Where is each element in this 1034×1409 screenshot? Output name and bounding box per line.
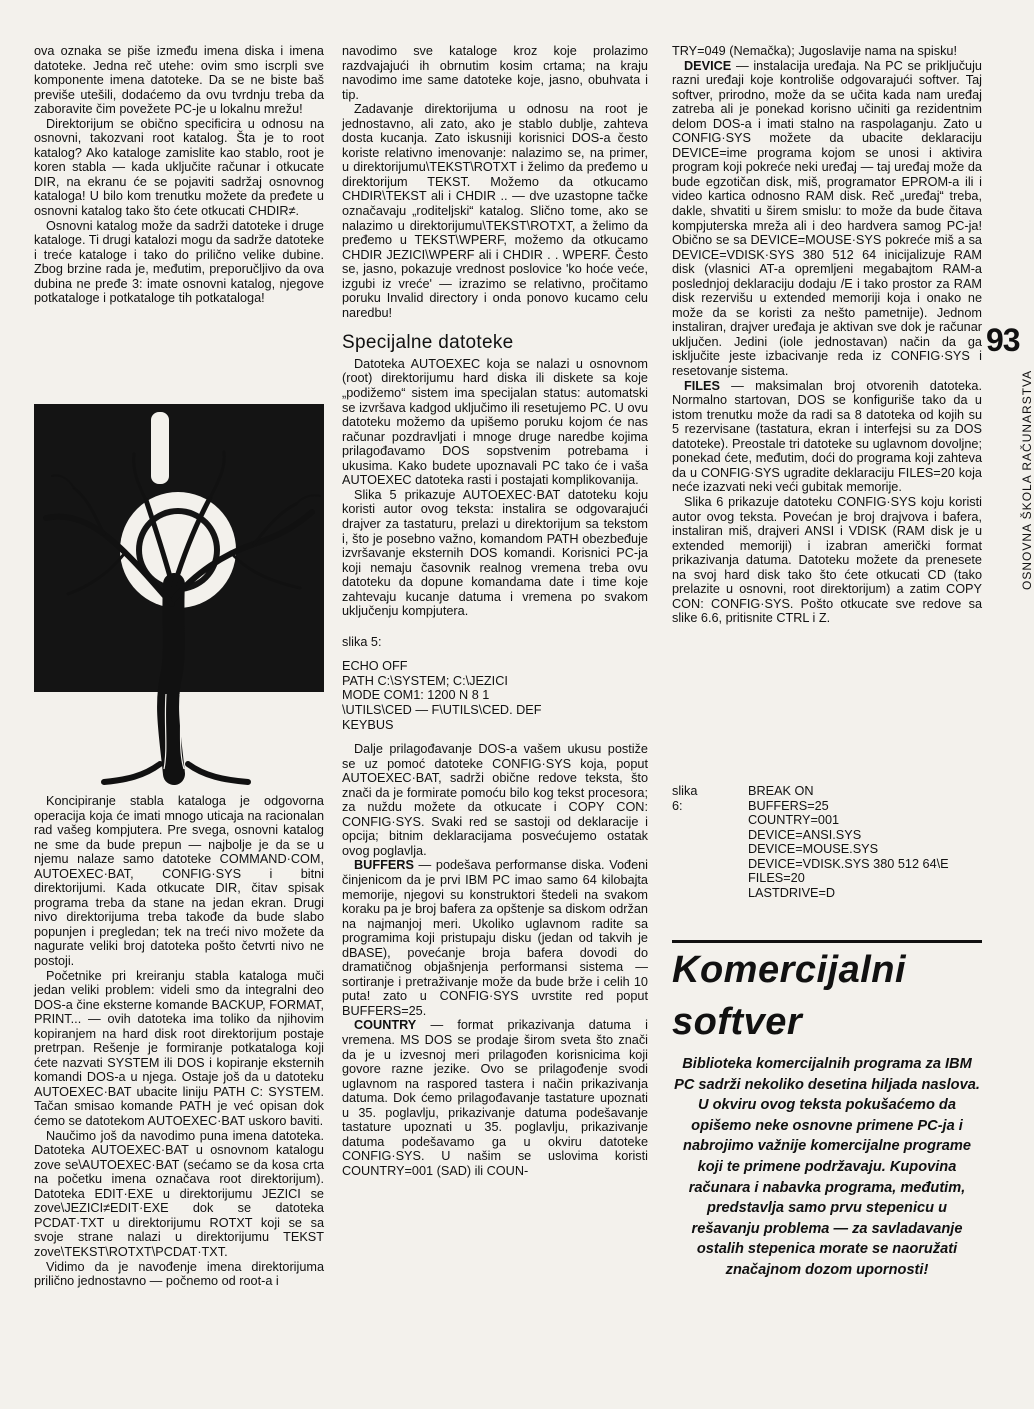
floppy-tree-illustration — [34, 404, 324, 784]
sidebar-rule — [672, 940, 982, 943]
col1-para-3: Osnovni katalog može da sadrži datoteke i druge kataloge. Ti drugi katalozi mogu da sadrže datoteke i treće kataloge i tako do prilično velike dubine. Zbog brzine rada je, međutim, preporučljivo da ova dubina ne pređe 3: imate osnovni katalog, njegove potkataloge i potkataloge tih potkataloga! — [34, 218, 324, 306]
slika5-label: slika 5: — [342, 634, 382, 649]
col2-para-5: Dalje prilagođavanje DOS-a vašem ukusu postiže se uz pomoć datoteke CONFIG·SYS koja, poput AUTOEXEC·BAT, sadrži obične redove teksta, što znači da je formirate pomoću bilo kog tekst procesora; za nuždu možete da otkucate i COPY CON: CONFIG·SYS. Svaki red se sastoji od deklaracije i opcija; bitnim deklaracijama posvećujemo ostatak ovog poglavlja. — [342, 742, 648, 858]
column-1 — [34, 44, 324, 306]
col1-para-5: Početnike pri kreiranju stabla kataloga muči jedan veliki problem: videli smo da integralni deo DOS-a čine eksterne komande BACKUP, FORMAT, PRINT... — ovih datoteka ima toliko da njihovim kopiranjem na hard disk root direktorijum postaje pretrpan. Rešenje je formiranje potkataloga koji ćete nazvati SYSTEM ili DOS i kopiranje eksternih komandi DOS-a u njega. Ostaje još da u datoteku AUTOEXEC·BAT ubacite liniju PATH C: SYSTEM. Tačan smisao komande PATH je već opisan dok ćemo se datotekom AUTOEXEC·BAT uskoro baviti. — [34, 968, 324, 1129]
slika6-line: BUFFERS=25 — [748, 798, 829, 813]
sidebar-title — [672, 944, 1002, 1048]
slika5-listing — [342, 659, 648, 732]
col1-para-4: Koncipiranje stabla kataloga je odgovorna operacija koja će imati mnogo uticaja na racionalan rad vašeg kompjutera. Pre svega, osnovni katalog ne sme da bude prepun — najbolje je da se u njemu nalaze samo datoteke COMMAND·COM, AUTOEXEC·BAT, CONFIG·SYS i bitni direktorijumi. Kada otkucate DIR, čitav spisak programa treba da stane na jedan ekran. Drugi nivo direktorijuma treba takođe da bude slabo popunjen i pregledan; tek na treći nivo možete da nagurate veliki broj datoteka pošto četvrti nivo ne postoji. — [34, 794, 324, 969]
slika6-line: FILES=20 — [748, 871, 805, 886]
files-text: — maksimalan broj otvorenih datoteka. Normalno startovan, DOS se konfiguriše tako da u istom trenutku može da radi sa 8 datoteka od kojih su 5 rezervisane (tastatura, ekran i interfejsi su za DOS datoteke). Preostale tri datoteke su uglavnom dovoljne; ponekad ćete, međutim, doći do programa koji zahteva da u CONFIG·SYS ugradite deklaraciju FILES=20 koja neće izazvati neki veći gubitak memorije. — [672, 378, 982, 495]
col2-para-1: navodimo sve kataloge kroz koje prolazimo razdvajajući ih obrnutim kosim crtama; na kraju navodimo ime same datoteke koje, jasno, obuhvata i tip. — [342, 44, 648, 102]
slika6-line: LASTDRIVE=D — [748, 885, 836, 900]
col2-para-country — [342, 1018, 648, 1178]
slika5-line: MODE COM1: 1200 N 8 1 — [342, 688, 490, 703]
section-title: Specijalne datoteke — [342, 332, 514, 354]
col2-para-2: Zadavanje direktorijuma u odnosu na root je jednostavno, ali zato, ako je stablo dublje, zahteva dosta kucanja. Zato iskusniji korisnici DOS-a često koriste relativno imenovanje: nalazimo se, na primer, u direktorijumu\TEKST\ROTXT i želimo da pređemo u direktorijum TEKST. Možemo da otkucamo CHDIR\TEKST ali i CHDIR .. — dve uzastopne tačke označavaju „roditeljski“ katalog. Slično tome, ako se nalazimo u direktorijumu\TEKST\ROTXT, a želimo da pređemo u TEKST\WPERF, možemo da otkucamo CHDIR JEZICI\WPERF ali i CHDIR . . WPERF. Često se, jasno, pokazuje vrednost poslovice 'ko hoće veće, izgubi iz vreće' — izrazimo se relativno, pročitamo poruku Invalid directory i onda ponovo kucamo celu naredbu! — [342, 102, 648, 320]
column-2 — [342, 44, 648, 1178]
country-text: — format prikazivanja datuma i vremena. MS DOS se prodaje širom sveta što znači da je u izvesnoj meri prilagođen korisnicima koji govore razne jezike. Ovo se prilagođenje svodi uglavnom na raspored tastera i način prikazivanja datuma. Dok ćemo prilagođavanje tastature upoznati u 35. poglavlju, prikazivanje datuma podešavanje tastature upoznati u 35. poglavlju, prikazivanje datuma podešavamo ga u okviru datoteke CONFIG·SYS. U našim se uslovima koristi COUNTRY=001 (SAD) ili COUN- — [342, 1018, 648, 1178]
column-1-continued — [34, 794, 324, 1289]
column-3 — [672, 44, 982, 626]
buffers-text: — podešava performanse diska. Vođeni činjenicom da je prvi IBM PC imao samo 64 kilobajta memorije, njegovi su konstruktori štedeli na svakom koraku pa je broj bafera za opštenje sa diskom održan na najmanjoj meri. Ukoliko uglavnom radite sa programima koji pristupaju disku (jedan od takvih je dBASE), povećanje broja bafera dovodi do dramatičnog objašnjenja performansi sistema — sortiranje i pretraživanje može da bude brže i celih 10 puta! zato u CONFIG·SYS uvrstite red poput BUFFERS=25. — [342, 858, 648, 1018]
slika6-listing — [748, 784, 949, 900]
col1-para-2: Direktorijum se obično specificira u odnosu na osnovni, takozvani root katalog. Šta je to root katalog? Ako kataloge zamislite kao stablo, root je koren stabla — kada uključite računar i otkucate DIR, na ekranu će se pojaviti sadržaj osnovnog kataloga! U bilo kom trenutku možete da pređete u osnovni katalog tako što ćete otkucati CHDIR≠. — [34, 116, 324, 219]
slika6-line: DEVICE=ANSI.SYS — [748, 827, 862, 842]
col3-para-last: Slika 6 prikazuje datoteku CONFIG·SYS koju koristi autor ovog teksta. Povećan je broj drajvova i bafera, instaliran miš, drajveri ANSI i VDISK (RAM disk je u extended memoriji) i izabran američki format prikazivanja datuma. Datoteku možete da prenesete na svoj hard disk tako što ćete otkucati CD (tako prelazite u osnovni, root direktorijum) a zatim COPY CON: CONFIG·SYS. Pošto otkucate sve redove sa slike 6.6, pritisnite CTRL i Z. — [672, 494, 982, 626]
col1-para-6: Naučimo još da navodimo puna imena datoteka. Datoteka AUTOEXEC·BAT u osnovnom katalogu zove se\AUTOEXEC·BAT (sećamo se da kosa crta na početku imena označava root direktorijum). Datoteka EDIT·EXE u direktorijumu JEZICI se zove\JEZICI≠EDIT·EXE dok se datoteka PCDAT·TXT u direktorijumu ROTXT koji se sa svoje strane nalazi u direktorijumu TEKST zove\TEKST\ROTXT\PCDAT·TXT. — [34, 1128, 324, 1259]
slika5-line: KEYBUS — [342, 717, 394, 732]
sidebar-title-line-1: Komercijalni — [672, 949, 907, 991]
col3-para-device — [672, 59, 982, 379]
device-keyword: DEVICE — [684, 58, 732, 73]
floppy-tree-svg — [34, 404, 324, 784]
slika6-label: slika 6: — [672, 784, 698, 813]
col2-para-3: Datoteka AUTOEXEC koja se nalazi u osnovnom (root) direktorijumu hard diska ili diskete sa koje „podižemo“ sistem ima specijalan status: automatski se izvršava kadgod uključimo ili resetujemo PC. U ovu datoteku možemo da upišemo poruku kojom će nas računar pozdravljati i mnoge druge naredbe kojima prilagođavamo DOS sopstvenim potrebama i ukusima. Kako budete upoznavali PC tako će i vaša AUTOEXEC datoteka rasti i postajati komplikovanija. — [342, 356, 648, 488]
files-keyword: FILES — [684, 378, 720, 393]
slika6-line: COUNTRY=001 — [748, 813, 840, 828]
slika5-line: PATH C:\SYSTEM; C:\JEZICI — [342, 673, 508, 688]
device-text: — instalacija uređaja. Na PC se priključuju razni uređaji koje kontroliše odgovarajući softver. Taj softver, prirodno, može da se učita kada nam uređaj zatreba ali je ponekad korisno učiniti ga rezidentnim delom DOS-a i imati stalno na raspolaganju. Zato u CONFIG·SYS možete da ubacite deklaraciju DEVICE=ime programa kojom se unosi i aktivira program koji pokreće neki uređaj — taj uređaj može da bude egzotičan disk, miš, programator EPROM-a ili i video kartica odnosno RAM disk. Reč „uređaj“ treba, dakle, shvatiti u širem smislu: to može da bude čitava kompjuterska mreža ali i deo hardvera samog PC-ja! Obično se sa DEVICE=MOUSE·SYS pokreće miš a sa DEVICE=VDISK·SYS 380 512 64 inicijalizuje RAM disk (vlasnici AT-a opremljeni megabajtom RAM-a poslednjoj deklaraciju dodaju /E i tako prostor za RAM disk rezervišu u extended memoriji koja i onako ne može da se koristi za nešto pametnije). Jednom instaliran, drajver uređaja je aktivan sve dok je računar uključen. Jedini (iole jednostavan) način da ga isključite jeste izbacivanje reda iz CONFIG·SYS i resetovanje sistema. — [672, 58, 982, 379]
slika6-line: DEVICE=VDISK.SYS 380 512 64\E — [748, 856, 949, 871]
col2-para-4: Slika 5 prikazuje AUTOEXEC·BAT datoteku koju koristi autor ovog teksta: instalira se odgovarajući drajver za tastaturu, prelazi u direktorijum sa tekstom i, što je posebno važno, komandom PATH obezbeđuje izvršavanje eksternih DOS komandi. Korisnici PC-ja koji nemaju časovnik realnog vremena treba ovu datoteku da dopune komandama date i time koje zahtevaju kucanje datuma i vremena po svakom uključenju kompjutera. — [342, 487, 648, 619]
col2-para-buffers — [342, 858, 648, 1018]
sidebar-body: Biblioteka komercijalnih programa za IBM PC sadrži nekoliko desetina hiljada naslova. U okviru ovog teksta pokušaćemo da opišemo neke osnovne primene PC-ja i nabrojimo važnije komercijalne programe koji te primene podržavaju. Kupovina računara i nabavka programa, međutim, predstavlja samo prvu stepenicu u rešavanju problema — za savladavanje ostalih stepenica morate se naoružati značajnom dozom upornosti! — [674, 1056, 980, 1278]
col1-para-7: Vidimo da je navođenje imena direktorijuma prilično jednostavno — počnemo od root-a i — [34, 1259, 324, 1289]
col1-para-1: ova oznaka se piše između imena diska i imena datoteke. Jedna reč utehe: ovim smo iscrpli sve komponente imena datoteke. Da se ne biste baš previše utešili, dodaćemo da ovu tvrdnju treba da zaboravite čim povežete PC-je u lokalnu mrežu! — [34, 44, 324, 117]
slika6-line: BREAK ON — [748, 784, 814, 798]
country-keyword: COUNTRY — [354, 1018, 417, 1033]
running-head-text: OSNOVNA ŠKOLA RAČUNARSTVA — [1020, 369, 1034, 590]
slika5-line: \UTILS\CED — F\UTILS\CED. DEF — [342, 702, 542, 717]
buffers-keyword: BUFFERS — [354, 858, 414, 873]
slika5-line: ECHO OFF — [342, 659, 408, 674]
col3-para-1: TRY=049 (Nemačka); Jugoslavije nama na spisku! — [672, 44, 958, 58]
running-head — [1008, 358, 1034, 590]
col3-para-files — [672, 379, 982, 495]
slika6-line: DEVICE=MOUSE.SYS — [748, 842, 879, 857]
page-number: 93 — [986, 322, 1020, 358]
sidebar-title-line-2: softver — [672, 1001, 803, 1043]
